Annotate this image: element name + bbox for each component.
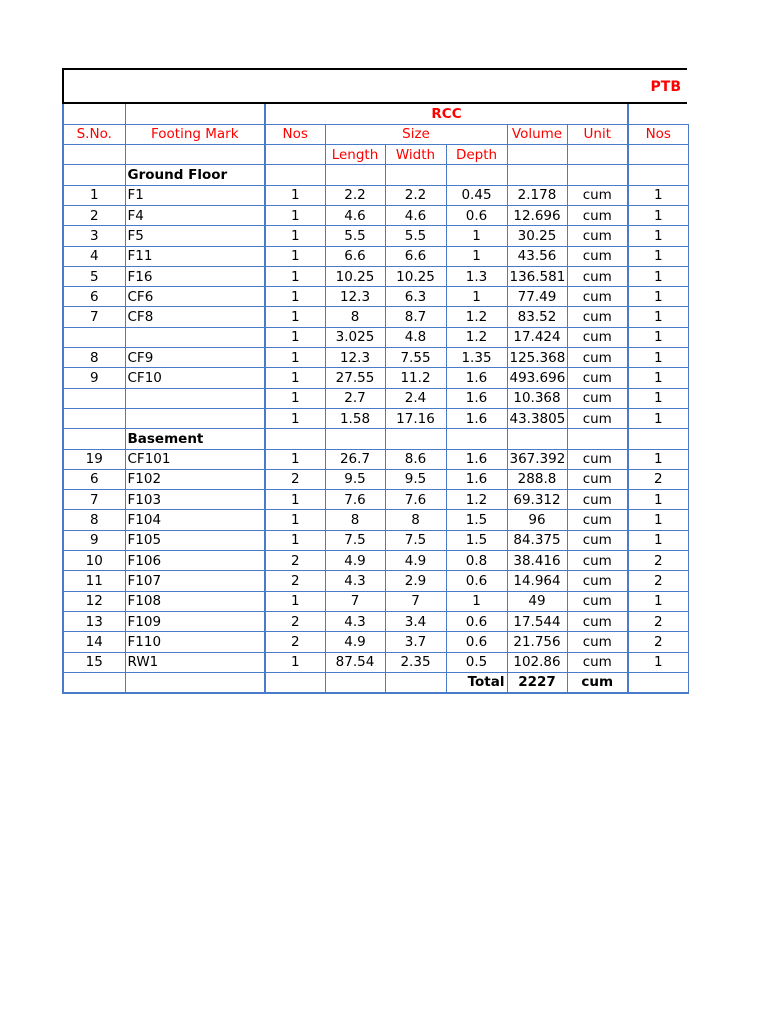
cell-sno: 3 <box>63 226 125 246</box>
table-row <box>63 307 688 327</box>
cell-unit: cum <box>567 530 628 550</box>
cell-width: 7 <box>385 591 446 611</box>
cell-width: 7.6 <box>385 490 446 510</box>
ptb-heading: PTB <box>650 79 681 95</box>
cell-unit: cum <box>567 205 628 225</box>
cell-depth: 1.2 <box>446 327 507 347</box>
table-row <box>63 469 688 489</box>
cell-unit: cum <box>567 327 628 347</box>
header-depth: Depth <box>446 145 507 165</box>
cell-length: 2.2 <box>325 185 385 205</box>
cell-sno: 9 <box>63 368 125 388</box>
cell-nos: 1 <box>265 652 325 672</box>
cell-nos-2: 2 <box>628 551 688 571</box>
cell-volume: 49 <box>507 591 567 611</box>
table-row <box>63 287 688 307</box>
group-header-row <box>63 104 688 124</box>
cell-depth: 1.35 <box>446 348 507 368</box>
header-unit: Unit <box>567 124 628 144</box>
table-row <box>63 388 688 408</box>
cell-sno: 5 <box>63 266 125 286</box>
cell-nos-2: 1 <box>628 530 688 550</box>
cell-footing-mark: F16 <box>125 266 265 286</box>
cell-width: 6.6 <box>385 246 446 266</box>
cell-depth: 0.6 <box>446 611 507 631</box>
cell-unit: cum <box>567 490 628 510</box>
table-row <box>63 611 688 631</box>
cell-footing-mark <box>125 388 265 408</box>
cell-nos-2: 1 <box>628 652 688 672</box>
rcc-table <box>62 104 689 694</box>
cell-sno: 1 <box>63 185 125 205</box>
table-row <box>63 368 688 388</box>
cell-sno <box>63 327 125 347</box>
cell-nos-2: 1 <box>628 327 688 347</box>
spreadsheet <box>62 68 687 694</box>
cell-nos: 2 <box>265 571 325 591</box>
cell-width: 2.9 <box>385 571 446 591</box>
cell-nos-2: 1 <box>628 388 688 408</box>
cell-depth: 1.6 <box>446 388 507 408</box>
cell-length: 12.3 <box>325 348 385 368</box>
cell-depth: 0.45 <box>446 185 507 205</box>
cell-footing-mark: F5 <box>125 226 265 246</box>
total-label: Total <box>446 672 507 692</box>
header-size: Size <box>325 124 507 144</box>
cell-footing-mark: F103 <box>125 490 265 510</box>
cell-nos: 1 <box>265 490 325 510</box>
cell-width: 2.35 <box>385 652 446 672</box>
cell-depth: 1.6 <box>446 469 507 489</box>
cell-unit: cum <box>567 246 628 266</box>
cell-unit: cum <box>567 348 628 368</box>
cell-length: 3.025 <box>325 327 385 347</box>
table-row <box>63 490 688 510</box>
cell-sno: 15 <box>63 652 125 672</box>
cell-nos: 1 <box>265 449 325 469</box>
cell-length: 4.3 <box>325 611 385 631</box>
table-row <box>63 632 688 652</box>
cell-volume: 30.25 <box>507 226 567 246</box>
cell-footing-mark: F108 <box>125 591 265 611</box>
cell-length: 4.9 <box>325 551 385 571</box>
cell-unit: cum <box>567 510 628 530</box>
header-width: Width <box>385 145 446 165</box>
cell-sno: 12 <box>63 591 125 611</box>
cell-volume: 77.49 <box>507 287 567 307</box>
cell-unit: cum <box>567 307 628 327</box>
cell-nos-2: 2 <box>628 632 688 652</box>
section-row <box>63 165 688 185</box>
cell-nos-2: 1 <box>628 307 688 327</box>
cell-volume: 493.696 <box>507 368 567 388</box>
cell-nos-2: 1 <box>628 185 688 205</box>
cell-nos-2: 1 <box>628 205 688 225</box>
sub-header-row <box>63 145 688 165</box>
cell-sno: 9 <box>63 530 125 550</box>
cell-depth: 0.6 <box>446 571 507 591</box>
cell-depth: 1.2 <box>446 490 507 510</box>
table-row <box>63 530 688 550</box>
cell-length: 10.25 <box>325 266 385 286</box>
cell-length: 9.5 <box>325 469 385 489</box>
cell-nos-2: 1 <box>628 591 688 611</box>
cell-sno: 13 <box>63 611 125 631</box>
cell-unit: cum <box>567 388 628 408</box>
cell-length: 7.5 <box>325 530 385 550</box>
cell-nos: 1 <box>265 205 325 225</box>
cell-depth: 0.5 <box>446 652 507 672</box>
cell-footing-mark: F4 <box>125 205 265 225</box>
cell-unit: cum <box>567 591 628 611</box>
cell-nos: 1 <box>265 408 325 428</box>
cell-unit: cum <box>567 469 628 489</box>
cell-volume: 69.312 <box>507 490 567 510</box>
cell-length: 12.3 <box>325 287 385 307</box>
cell-length: 7.6 <box>325 490 385 510</box>
cell-length: 2.7 <box>325 388 385 408</box>
cell-length: 87.54 <box>325 652 385 672</box>
table-row <box>63 266 688 286</box>
cell-footing-mark: F105 <box>125 530 265 550</box>
cell-depth: 0.6 <box>446 632 507 652</box>
table-row <box>63 652 688 672</box>
cell-unit: cum <box>567 266 628 286</box>
cell-length: 26.7 <box>325 449 385 469</box>
cell-volume: 17.544 <box>507 611 567 631</box>
cell-sno <box>63 408 125 428</box>
cell-sno: 2 <box>63 205 125 225</box>
cell-width: 5.5 <box>385 226 446 246</box>
cell-footing-mark: F102 <box>125 469 265 489</box>
rcc-header: RCC <box>265 104 628 124</box>
cell-volume: 84.375 <box>507 530 567 550</box>
table-row <box>63 551 688 571</box>
cell-volume: 12.696 <box>507 205 567 225</box>
cell-nos: 1 <box>265 307 325 327</box>
header-nos-2: Nos <box>628 124 688 144</box>
table-row <box>63 185 688 205</box>
cell-sno: 4 <box>63 246 125 266</box>
cell-nos: 1 <box>265 185 325 205</box>
cell-footing-mark: F107 <box>125 571 265 591</box>
cell-depth: 1.6 <box>446 449 507 469</box>
cell-depth: 1.5 <box>446 530 507 550</box>
cell-nos-2: 1 <box>628 348 688 368</box>
cell-footing-mark: F104 <box>125 510 265 530</box>
cell-nos: 2 <box>265 551 325 571</box>
cell-footing-mark: F110 <box>125 632 265 652</box>
cell-nos: 1 <box>265 327 325 347</box>
cell-width: 4.6 <box>385 205 446 225</box>
cell-length: 4.3 <box>325 571 385 591</box>
cell-depth: 1 <box>446 226 507 246</box>
cell-footing-mark: F109 <box>125 611 265 631</box>
cell-unit: cum <box>567 551 628 571</box>
cell-width: 7.5 <box>385 530 446 550</box>
table-row <box>63 449 688 469</box>
cell-length: 8 <box>325 510 385 530</box>
cell-depth: 1.3 <box>446 266 507 286</box>
cell-footing-mark: CF10 <box>125 368 265 388</box>
cell-sno: 10 <box>63 551 125 571</box>
cell-unit: cum <box>567 571 628 591</box>
cell-unit: cum <box>567 368 628 388</box>
cell-width: 17.16 <box>385 408 446 428</box>
header-length: Length <box>325 145 385 165</box>
cell-nos: 1 <box>265 591 325 611</box>
cell-depth: 0.6 <box>446 205 507 225</box>
cell-width: 8.6 <box>385 449 446 469</box>
cell-nos-2: 1 <box>628 266 688 286</box>
cell-width: 6.3 <box>385 287 446 307</box>
cell-nos-2: 1 <box>628 287 688 307</box>
cell-width: 8.7 <box>385 307 446 327</box>
cell-volume: 38.416 <box>507 551 567 571</box>
cell-nos-2: 2 <box>628 469 688 489</box>
cell-nos-2: 1 <box>628 226 688 246</box>
total-value: 2227 <box>507 672 567 692</box>
cell-footing-mark: F106 <box>125 551 265 571</box>
cell-unit: cum <box>567 652 628 672</box>
cell-length: 27.55 <box>325 368 385 388</box>
cell-volume: 136.581 <box>507 266 567 286</box>
cell-width: 2.4 <box>385 388 446 408</box>
cell-sno: 14 <box>63 632 125 652</box>
cell-nos: 1 <box>265 388 325 408</box>
cell-depth: 1 <box>446 246 507 266</box>
cell-nos: 2 <box>265 469 325 489</box>
section-title: Basement <box>125 429 265 449</box>
total-unit: cum <box>567 672 628 692</box>
cell-width: 7.55 <box>385 348 446 368</box>
cell-sno: 8 <box>63 348 125 368</box>
cell-nos-2: 2 <box>628 611 688 631</box>
cell-volume: 96 <box>507 510 567 530</box>
cell-nos-2: 1 <box>628 246 688 266</box>
cell-nos-2: 1 <box>628 368 688 388</box>
cell-volume: 43.3805 <box>507 408 567 428</box>
cell-length: 5.5 <box>325 226 385 246</box>
cell-nos: 1 <box>265 368 325 388</box>
cell-volume: 43.56 <box>507 246 567 266</box>
cell-length: 4.6 <box>325 205 385 225</box>
cell-length: 6.6 <box>325 246 385 266</box>
cell-footing-mark: RW1 <box>125 652 265 672</box>
cell-volume: 102.86 <box>507 652 567 672</box>
cell-sno: 11 <box>63 571 125 591</box>
cell-footing-mark <box>125 408 265 428</box>
cell-footing-mark <box>125 327 265 347</box>
cell-volume: 2.178 <box>507 185 567 205</box>
table-row <box>63 327 688 347</box>
cell-depth: 1.6 <box>446 368 507 388</box>
cell-sno: 7 <box>63 307 125 327</box>
table-row <box>63 510 688 530</box>
cell-depth: 0.8 <box>446 551 507 571</box>
cell-volume: 14.964 <box>507 571 567 591</box>
cell-volume: 10.368 <box>507 388 567 408</box>
cell-sno: 6 <box>63 469 125 489</box>
cell-width: 4.8 <box>385 327 446 347</box>
header-footing-mark: Footing Mark <box>125 124 265 144</box>
cell-width: 9.5 <box>385 469 446 489</box>
cell-nos-2: 1 <box>628 408 688 428</box>
cell-width: 3.4 <box>385 611 446 631</box>
cell-nos: 1 <box>265 348 325 368</box>
cell-unit: cum <box>567 449 628 469</box>
cell-nos: 2 <box>265 632 325 652</box>
table-row <box>63 246 688 266</box>
cell-width: 11.2 <box>385 368 446 388</box>
cell-nos-2: 1 <box>628 490 688 510</box>
cell-sno: 8 <box>63 510 125 530</box>
table-row <box>63 226 688 246</box>
cell-footing-mark: F11 <box>125 246 265 266</box>
cell-nos: 1 <box>265 246 325 266</box>
cell-nos: 1 <box>265 530 325 550</box>
cell-nos: 1 <box>265 510 325 530</box>
cell-volume: 125.368 <box>507 348 567 368</box>
cell-depth: 1.5 <box>446 510 507 530</box>
cell-length: 1.58 <box>325 408 385 428</box>
cell-nos: 2 <box>265 611 325 631</box>
header-volume: Volume <box>507 124 567 144</box>
cell-sno: 19 <box>63 449 125 469</box>
cell-length: 8 <box>325 307 385 327</box>
cell-unit: cum <box>567 611 628 631</box>
cell-footing-mark: CF9 <box>125 348 265 368</box>
table-row <box>63 571 688 591</box>
cell-length: 7 <box>325 591 385 611</box>
cell-footing-mark: CF101 <box>125 449 265 469</box>
table-row <box>63 205 688 225</box>
table-row <box>63 591 688 611</box>
cell-volume: 83.52 <box>507 307 567 327</box>
cell-nos-2: 1 <box>628 449 688 469</box>
cell-unit: cum <box>567 632 628 652</box>
cell-volume: 288.8 <box>507 469 567 489</box>
cell-width: 2.2 <box>385 185 446 205</box>
cell-width: 8 <box>385 510 446 530</box>
table-row <box>63 348 688 368</box>
cell-footing-mark: CF6 <box>125 287 265 307</box>
cell-nos: 1 <box>265 266 325 286</box>
cell-sno: 6 <box>63 287 125 307</box>
cell-unit: cum <box>567 226 628 246</box>
cell-depth: 1.6 <box>446 408 507 428</box>
section-row <box>63 429 688 449</box>
title-row <box>62 68 687 104</box>
total-row <box>63 672 688 692</box>
cell-unit: cum <box>567 408 628 428</box>
header-nos: Nos <box>265 124 325 144</box>
section-title: Ground Floor <box>125 165 265 185</box>
table-row <box>63 408 688 428</box>
cell-width: 3.7 <box>385 632 446 652</box>
cell-sno <box>63 388 125 408</box>
cell-volume: 17.424 <box>507 327 567 347</box>
cell-depth: 1 <box>446 591 507 611</box>
cell-unit: cum <box>567 185 628 205</box>
cell-nos: 1 <box>265 226 325 246</box>
cell-sno: 7 <box>63 490 125 510</box>
cell-length: 4.9 <box>325 632 385 652</box>
cell-nos-2: 2 <box>628 571 688 591</box>
cell-footing-mark: CF8 <box>125 307 265 327</box>
cell-width: 4.9 <box>385 551 446 571</box>
cell-volume: 21.756 <box>507 632 567 652</box>
cell-footing-mark: F1 <box>125 185 265 205</box>
header-sno: S.No. <box>63 124 125 144</box>
cell-unit: cum <box>567 287 628 307</box>
column-header-row <box>63 124 688 144</box>
cell-volume: 367.392 <box>507 449 567 469</box>
cell-nos: 1 <box>265 287 325 307</box>
cell-width: 10.25 <box>385 266 446 286</box>
cell-nos-2: 1 <box>628 510 688 530</box>
cell-depth: 1.2 <box>446 307 507 327</box>
cell-depth: 1 <box>446 287 507 307</box>
